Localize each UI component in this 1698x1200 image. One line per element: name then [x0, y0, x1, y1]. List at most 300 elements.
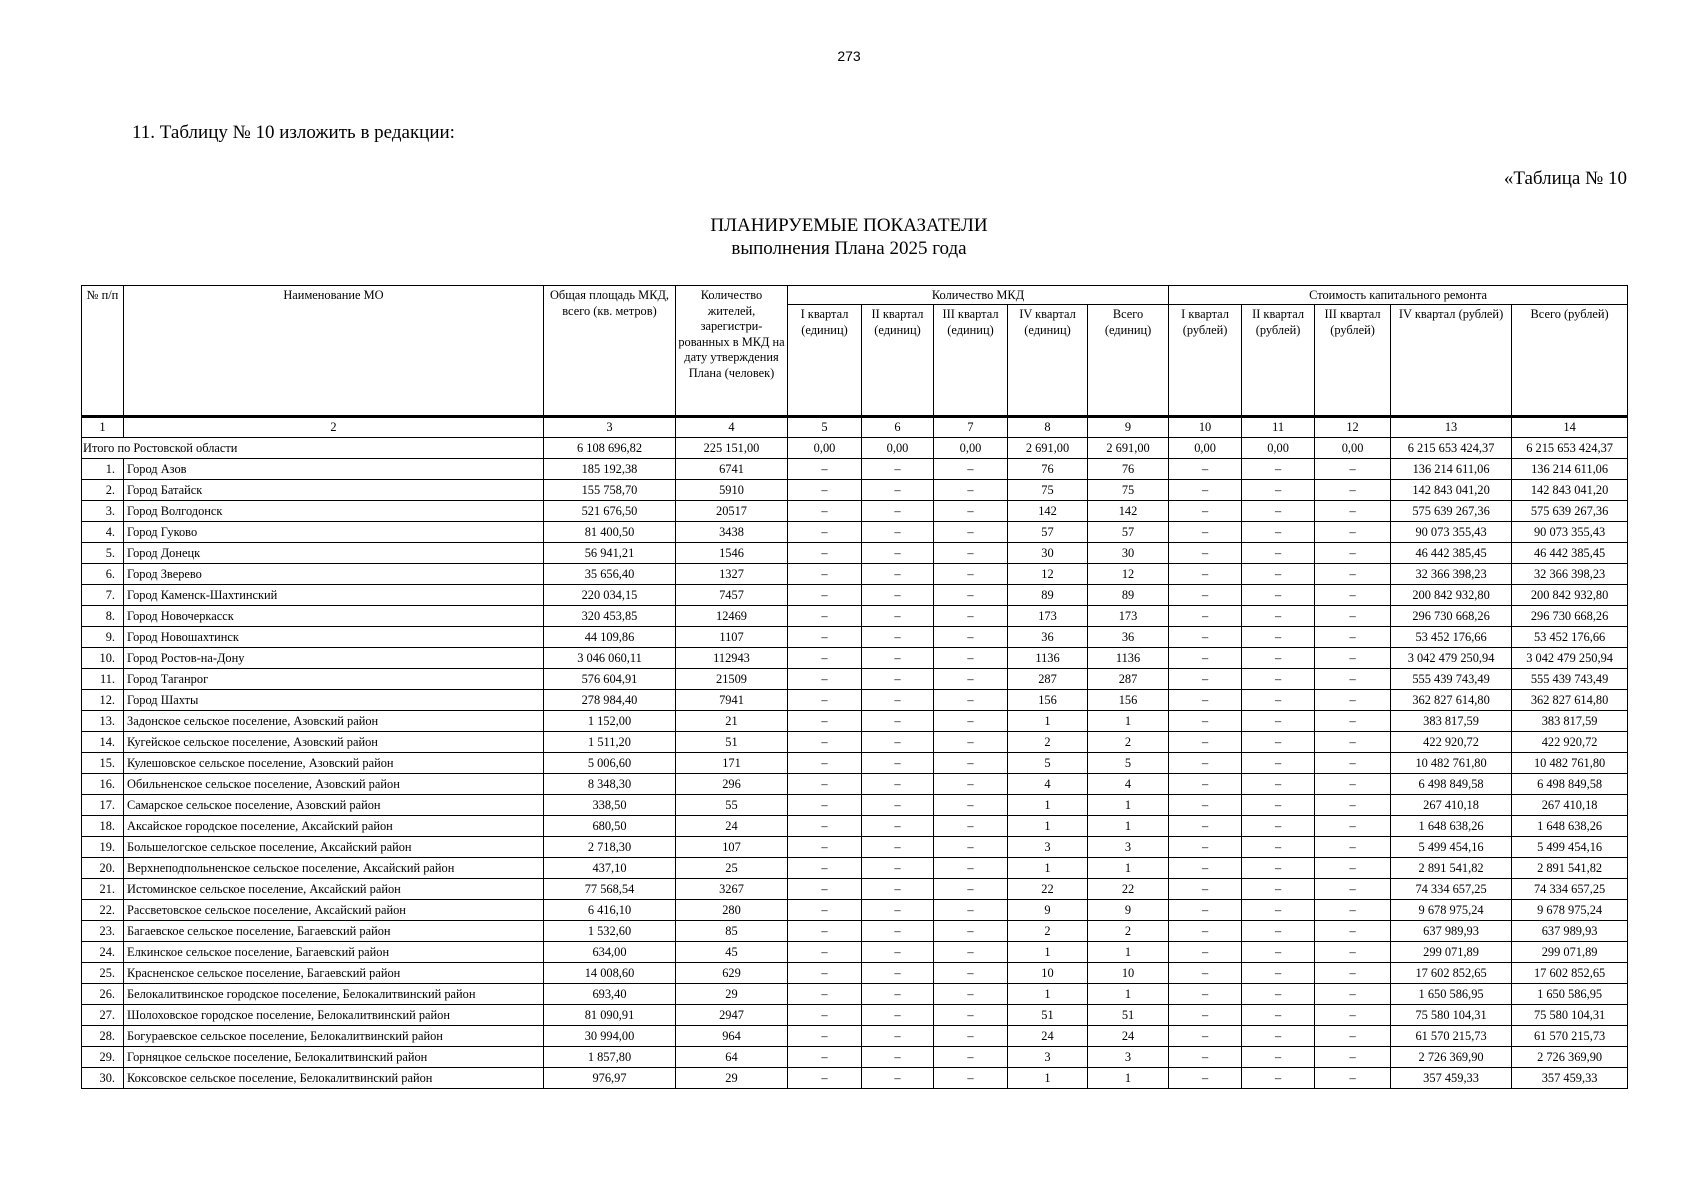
table-cell: – [862, 459, 934, 480]
table-row [82, 585, 1628, 606]
table-cell: 287 [1088, 669, 1169, 690]
table-cell: 3 042 479 250,94 [1512, 648, 1628, 669]
table-cell: 422 920,72 [1391, 732, 1512, 753]
header-number: № п/п [82, 286, 124, 417]
table-cell: 575 639 267,36 [1391, 501, 1512, 522]
table-cell: 278 984,40 [544, 690, 676, 711]
table-cell: – [934, 732, 1008, 753]
column-number: 8 [1008, 417, 1088, 438]
table-cell: – [1242, 1026, 1315, 1047]
table-cell: – [788, 606, 862, 627]
table-cell: – [1315, 606, 1391, 627]
table-cell: 36 [1008, 627, 1088, 648]
table-cell: – [1315, 543, 1391, 564]
table-cell: – [862, 879, 934, 900]
table-cell: – [788, 522, 862, 543]
table-cell: – [862, 795, 934, 816]
table-cell: 3267 [676, 879, 788, 900]
title-line-2: выполнения Плана 2025 года [731, 238, 967, 259]
table-cell: – [934, 585, 1008, 606]
table-cell: 6 498 849,58 [1391, 774, 1512, 795]
mo-name: Обильненское сельское поселение, Азовский район [124, 774, 544, 795]
table-body [82, 438, 1628, 1089]
row-number: 30. [82, 1068, 124, 1089]
table-cell: 7941 [676, 690, 788, 711]
mo-name: Коксовское сельское поселение, Белокалитвинский район [124, 1068, 544, 1089]
table-cell: – [862, 606, 934, 627]
total-cell: 0,00 [862, 438, 934, 459]
table-cell: – [1169, 774, 1242, 795]
table-cell: – [1315, 564, 1391, 585]
table-cell: 61 570 215,73 [1391, 1026, 1512, 1047]
row-number: 1. [82, 459, 124, 480]
table-cell: 75 [1008, 480, 1088, 501]
table-cell: 29 [676, 984, 788, 1005]
row-number: 22. [82, 900, 124, 921]
row-number: 16. [82, 774, 124, 795]
table-cell: 20517 [676, 501, 788, 522]
table-cell: – [862, 921, 934, 942]
table-row [82, 690, 1628, 711]
table-row [82, 942, 1628, 963]
table-cell: – [862, 942, 934, 963]
table-cell: – [1242, 837, 1315, 858]
table-cell: 383 817,59 [1391, 711, 1512, 732]
table-cell: – [934, 480, 1008, 501]
table-cell: 299 071,89 [1512, 942, 1628, 963]
table-cell: – [1242, 501, 1315, 522]
table-cell: – [862, 900, 934, 921]
column-number: 11 [1242, 417, 1315, 438]
column-number: 7 [934, 417, 1008, 438]
mo-name: Город Новошахтинск [124, 627, 544, 648]
row-number: 28. [82, 1026, 124, 1047]
table-cell: – [1169, 816, 1242, 837]
table-cell: – [1169, 1026, 1242, 1047]
table-cell: 32 366 398,23 [1512, 564, 1628, 585]
table-cell: – [1242, 879, 1315, 900]
table-cell: – [788, 480, 862, 501]
table-cell: – [788, 564, 862, 585]
header-q1-rub: I квартал (рублей) [1169, 305, 1242, 417]
table-cell: – [1315, 921, 1391, 942]
table-cell: 6741 [676, 459, 788, 480]
document-title [0, 214, 1698, 260]
table-cell: 5 499 454,16 [1391, 837, 1512, 858]
table-cell: 142 [1088, 501, 1169, 522]
table-cell: 4 [1008, 774, 1088, 795]
table-cell: – [1242, 690, 1315, 711]
table-cell: – [788, 963, 862, 984]
table-cell: 4 [1088, 774, 1169, 795]
row-number: 25. [82, 963, 124, 984]
row-number: 24. [82, 942, 124, 963]
total-label: Итого по Ростовской области [82, 438, 544, 459]
table-cell: 2 891 541,82 [1391, 858, 1512, 879]
table-cell: – [934, 627, 1008, 648]
table-cell: – [862, 711, 934, 732]
mo-name: Шолоховское городское поселение, Белокалитвинский район [124, 1005, 544, 1026]
table-cell: – [934, 858, 1008, 879]
table-cell: – [1169, 648, 1242, 669]
table-cell: 267 410,18 [1391, 795, 1512, 816]
mo-name: Город Батайск [124, 480, 544, 501]
table-cell: 45 [676, 942, 788, 963]
table-cell: 2 [1008, 732, 1088, 753]
table-cell: 81 090,91 [544, 1005, 676, 1026]
table-cell: 1 648 638,26 [1391, 816, 1512, 837]
table-row [82, 669, 1628, 690]
mo-name: Елкинское сельское поселение, Багаевский район [124, 942, 544, 963]
table-cell: 32 366 398,23 [1391, 564, 1512, 585]
row-number: 23. [82, 921, 124, 942]
column-number: 4 [676, 417, 788, 438]
table-cell: – [1169, 858, 1242, 879]
title-line-1: ПЛАНИРУЕМЫЕ ПОКАЗАТЕЛИ [710, 215, 988, 236]
table-cell: – [934, 1026, 1008, 1047]
table-cell: 1 [1088, 984, 1169, 1005]
plan-indicators-table [81, 285, 1628, 1089]
table-row [82, 459, 1628, 480]
table-cell: – [862, 1068, 934, 1089]
table-cell: – [934, 1068, 1008, 1089]
header-area: Общая площадь МКД, всего (кв. метров) [544, 286, 676, 417]
table-cell: 56 941,21 [544, 543, 676, 564]
table-cell: – [934, 774, 1008, 795]
table-cell: 112943 [676, 648, 788, 669]
row-number: 4. [82, 522, 124, 543]
table-cell: – [1315, 501, 1391, 522]
total-cell: 2 691,00 [1088, 438, 1169, 459]
table-cell: – [1315, 627, 1391, 648]
table-cell: 680,50 [544, 816, 676, 837]
table-cell: – [1242, 606, 1315, 627]
table-cell: 64 [676, 1047, 788, 1068]
table-cell: – [862, 858, 934, 879]
table-cell: – [1169, 984, 1242, 1005]
table-cell: – [788, 858, 862, 879]
table-cell: – [1315, 963, 1391, 984]
column-number: 3 [544, 417, 676, 438]
table-cell: – [934, 921, 1008, 942]
table-row [82, 501, 1628, 522]
table-cell: – [788, 627, 862, 648]
table-cell: – [1169, 669, 1242, 690]
table-caption: «Таблица № 10 [1503, 168, 1627, 189]
row-number: 29. [82, 1047, 124, 1068]
table-cell: 357 459,33 [1391, 1068, 1512, 1089]
table-cell: – [934, 459, 1008, 480]
table-row [82, 753, 1628, 774]
table-row [82, 816, 1628, 837]
table-cell: – [788, 1005, 862, 1026]
table-row [82, 1047, 1628, 1068]
table-cell: 357 459,33 [1512, 1068, 1628, 1089]
row-number: 14. [82, 732, 124, 753]
table-row [82, 564, 1628, 585]
table-cell: – [862, 753, 934, 774]
table-cell: – [1169, 606, 1242, 627]
total-cell: 2 691,00 [1008, 438, 1088, 459]
table-cell: – [862, 648, 934, 669]
table-cell: 12469 [676, 606, 788, 627]
table-cell: – [788, 1068, 862, 1089]
table-cell: 55 [676, 795, 788, 816]
column-number: 2 [124, 417, 544, 438]
table-row [82, 543, 1628, 564]
table-cell: – [788, 543, 862, 564]
table-cell: – [1242, 774, 1315, 795]
table-cell: 2 [1088, 732, 1169, 753]
table-cell: – [862, 963, 934, 984]
table-cell: – [1242, 1068, 1315, 1089]
table-cell: – [1315, 774, 1391, 795]
table-cell: 17 602 852,65 [1512, 963, 1628, 984]
row-number: 3. [82, 501, 124, 522]
table-cell: – [862, 480, 934, 501]
mo-name: Город Каменск-Шахтинский [124, 585, 544, 606]
table-cell: 61 570 215,73 [1512, 1026, 1628, 1047]
table-cell: – [1169, 585, 1242, 606]
table-cell: – [1242, 1047, 1315, 1068]
table-cell: – [862, 1005, 934, 1026]
table-cell: 173 [1088, 606, 1169, 627]
total-row [82, 438, 1628, 459]
table-cell: – [788, 942, 862, 963]
table-cell: 3 [1008, 837, 1088, 858]
table-cell: – [934, 606, 1008, 627]
table-cell: – [788, 774, 862, 795]
table-cell: – [788, 795, 862, 816]
table-cell: – [1242, 816, 1315, 837]
table-cell: 76 [1088, 459, 1169, 480]
table-cell: – [1169, 711, 1242, 732]
table-cell: – [1169, 942, 1242, 963]
table-cell: – [788, 690, 862, 711]
table-cell: – [862, 984, 934, 1005]
table-cell: 171 [676, 753, 788, 774]
table-cell: – [1242, 711, 1315, 732]
table-cell: – [1242, 669, 1315, 690]
table-cell: 21 [676, 711, 788, 732]
table-cell: 200 842 932,80 [1391, 585, 1512, 606]
table-cell: 296 730 668,26 [1512, 606, 1628, 627]
table-cell: – [1242, 459, 1315, 480]
table-cell: – [1315, 669, 1391, 690]
table-row [82, 1026, 1628, 1047]
table-cell: 89 [1088, 585, 1169, 606]
table-cell: 10 [1088, 963, 1169, 984]
table-cell: – [788, 585, 862, 606]
table-cell: – [934, 942, 1008, 963]
table-cell: – [788, 648, 862, 669]
table-cell: 521 676,50 [544, 501, 676, 522]
row-number: 13. [82, 711, 124, 732]
table-cell: – [934, 1047, 1008, 1068]
table-cell: 1107 [676, 627, 788, 648]
total-cell: 6 215 653 424,37 [1391, 438, 1512, 459]
table-cell: 338,50 [544, 795, 676, 816]
table-cell: 3 [1088, 837, 1169, 858]
total-cell: 0,00 [788, 438, 862, 459]
table-cell: 57 [1088, 522, 1169, 543]
table-row [82, 522, 1628, 543]
table-cell: – [1242, 942, 1315, 963]
table-cell: 51 [676, 732, 788, 753]
table-cell: 156 [1008, 690, 1088, 711]
header-residents: Количество жителей, зарегистри-рованных в МКД на дату утверждения Плана (человек) [676, 286, 788, 417]
table-cell: – [1169, 753, 1242, 774]
table-cell: – [788, 501, 862, 522]
table-cell: 85 [676, 921, 788, 942]
table-cell: 1 [1008, 1068, 1088, 1089]
table-cell: 1 [1008, 984, 1088, 1005]
table-cell: – [1315, 858, 1391, 879]
table-cell: – [1315, 480, 1391, 501]
mo-name: Город Новочеркасск [124, 606, 544, 627]
table-cell: – [1242, 732, 1315, 753]
table-cell: 637 989,93 [1391, 921, 1512, 942]
table-cell: 22 [1008, 879, 1088, 900]
table-cell: 44 109,86 [544, 627, 676, 648]
table-cell: – [1315, 795, 1391, 816]
table-cell: 296 730 668,26 [1391, 606, 1512, 627]
table-cell: 1 [1008, 942, 1088, 963]
table-cell: 976,97 [544, 1068, 676, 1089]
table-cell: 637 989,93 [1512, 921, 1628, 942]
table-cell: – [934, 963, 1008, 984]
table-cell: – [788, 837, 862, 858]
table-cell: 200 842 932,80 [1512, 585, 1628, 606]
mo-name: Город Донецк [124, 543, 544, 564]
mo-name: Кугейское сельское поселение, Азовский район [124, 732, 544, 753]
table-cell: – [788, 1026, 862, 1047]
row-number: 7. [82, 585, 124, 606]
mo-name: Истоминское сельское поселение, Аксайский район [124, 879, 544, 900]
table-cell: – [1242, 627, 1315, 648]
table-cell: 1 857,80 [544, 1047, 676, 1068]
table-cell: 10 482 761,80 [1391, 753, 1512, 774]
table-cell: 53 452 176,66 [1391, 627, 1512, 648]
table-cell: 185 192,38 [544, 459, 676, 480]
column-number: 14 [1512, 417, 1628, 438]
table-cell: 12 [1008, 564, 1088, 585]
table-row [82, 921, 1628, 942]
table-row [82, 795, 1628, 816]
table-row [82, 711, 1628, 732]
table-cell: – [862, 774, 934, 795]
table-cell: – [862, 585, 934, 606]
table-cell: – [1169, 501, 1242, 522]
table-cell: 1 [1008, 795, 1088, 816]
table-cell: 1 648 638,26 [1512, 816, 1628, 837]
table-cell: – [1169, 963, 1242, 984]
table-cell: 9 678 975,24 [1512, 900, 1628, 921]
table-cell: – [934, 795, 1008, 816]
table-row [82, 1005, 1628, 1026]
header-q2-units: II квартал (единиц) [862, 305, 934, 417]
table-cell: – [862, 627, 934, 648]
table-cell: 1136 [1088, 648, 1169, 669]
row-number: 26. [82, 984, 124, 1005]
table-cell: 155 758,70 [544, 480, 676, 501]
table-row [82, 732, 1628, 753]
table-cell: 10 482 761,80 [1512, 753, 1628, 774]
table-cell: 1 152,00 [544, 711, 676, 732]
table-cell: – [1169, 900, 1242, 921]
table-cell: – [934, 543, 1008, 564]
table-cell: – [1242, 963, 1315, 984]
table-cell: 89 [1008, 585, 1088, 606]
row-number: 2. [82, 480, 124, 501]
table-cell: 1327 [676, 564, 788, 585]
table-cell: – [934, 900, 1008, 921]
table-cell: 1 [1088, 942, 1169, 963]
table-cell: – [1242, 585, 1315, 606]
table-cell: 30 [1008, 543, 1088, 564]
row-number: 11. [82, 669, 124, 690]
table-cell: 437,10 [544, 858, 676, 879]
table-cell: – [1242, 522, 1315, 543]
table-row [82, 606, 1628, 627]
table-cell: – [862, 690, 934, 711]
table-cell: – [1315, 711, 1391, 732]
table-cell: 53 452 176,66 [1512, 627, 1628, 648]
mo-name: Большелогское сельское поселение, Аксайский район [124, 837, 544, 858]
table-cell: – [1315, 732, 1391, 753]
table-cell: 634,00 [544, 942, 676, 963]
table-cell: 2 [1088, 921, 1169, 942]
table-row [82, 879, 1628, 900]
table-cell: – [1242, 795, 1315, 816]
table-cell: 21509 [676, 669, 788, 690]
table-cell: 555 439 743,49 [1512, 669, 1628, 690]
table-row [82, 648, 1628, 669]
mo-name: Горняцкое сельское поселение, Белокалитвинский район [124, 1047, 544, 1068]
table-cell: – [934, 522, 1008, 543]
header-q3-units: III квартал (единиц) [934, 305, 1008, 417]
table-cell: 3 [1008, 1047, 1088, 1068]
table-cell: 1 [1088, 711, 1169, 732]
table-cell: 629 [676, 963, 788, 984]
table-cell: – [1242, 648, 1315, 669]
table-cell: 2 891 541,82 [1512, 858, 1628, 879]
table-cell: 8 348,30 [544, 774, 676, 795]
table-cell: – [862, 837, 934, 858]
row-number: 9. [82, 627, 124, 648]
column-number: 13 [1391, 417, 1512, 438]
table-cell: 75 580 104,31 [1391, 1005, 1512, 1026]
table-cell: 51 [1088, 1005, 1169, 1026]
table-cell: – [1169, 795, 1242, 816]
table-cell: – [862, 564, 934, 585]
table-cell: – [1169, 1047, 1242, 1068]
table-cell: 35 656,40 [544, 564, 676, 585]
table-cell: – [1315, 1047, 1391, 1068]
table-cell: 156 [1088, 690, 1169, 711]
table-cell: 46 442 385,45 [1512, 543, 1628, 564]
table-cell: – [934, 564, 1008, 585]
table-cell: 24 [676, 816, 788, 837]
table-cell: – [934, 753, 1008, 774]
table-cell: 10 [1008, 963, 1088, 984]
table-cell: 51 [1008, 1005, 1088, 1026]
table-cell: 2 [1008, 921, 1088, 942]
header-q3-rub: III квартал (рублей) [1315, 305, 1391, 417]
table-cell: – [1242, 564, 1315, 585]
table-cell: 25 [676, 858, 788, 879]
table-cell: – [1315, 984, 1391, 1005]
